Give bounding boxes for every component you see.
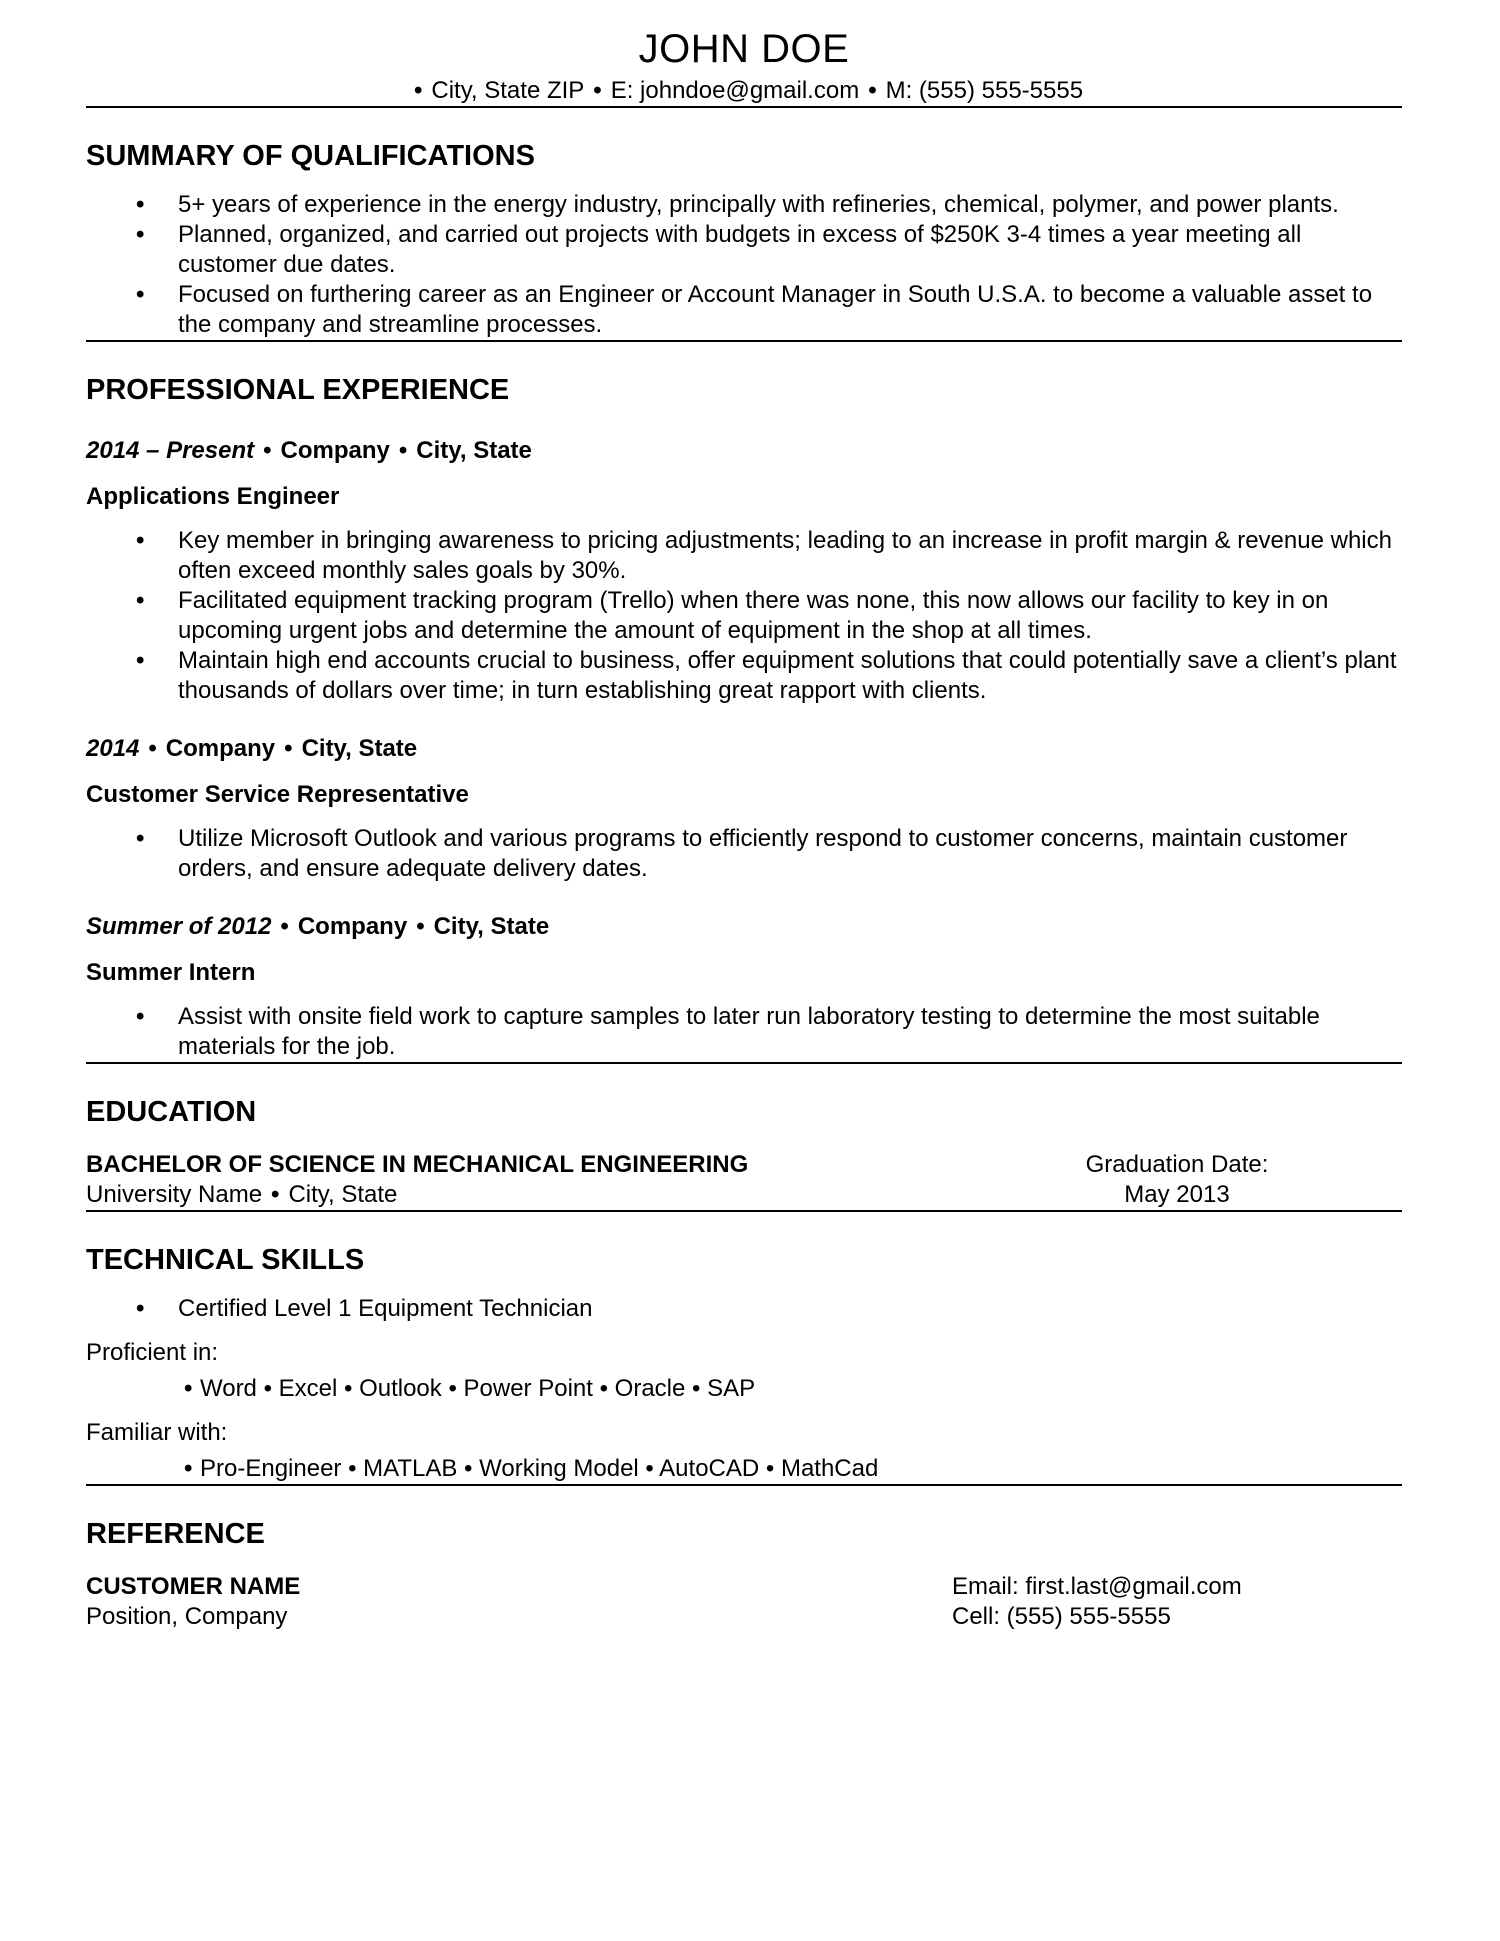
contact-mobile: M: (555) 555-5555 bbox=[885, 77, 1084, 104]
bullet-separator-icon: • bbox=[413, 77, 423, 104]
bullet-separator-icon: • bbox=[868, 77, 877, 104]
certification-item: • Certified Level 1 Equipment Technician bbox=[86, 1294, 1402, 1324]
bullet-separator-icon: • bbox=[398, 437, 408, 464]
proficient-list bbox=[86, 1374, 1402, 1404]
section-divider bbox=[86, 1210, 1402, 1212]
graduation-date-value: May 2013 bbox=[1124, 1181, 1230, 1208]
job-role: Summer Intern bbox=[86, 959, 256, 986]
job-dates: 2014 bbox=[86, 735, 140, 762]
job-bullet-list bbox=[86, 1002, 1402, 1062]
job-bullet: • Key member in bringing awareness to pricing adjustments; leading to an increase in profit margin & revenue which often exceed monthly sales goals by 30%. bbox=[86, 526, 1402, 586]
summary-list bbox=[86, 190, 1402, 340]
job-location: City, State bbox=[433, 913, 550, 940]
university-name: University Name bbox=[86, 1181, 263, 1208]
skills-section-title: TECHNICAL SKILLS bbox=[86, 1244, 365, 1276]
reference-email: Email: first.last@gmail.com bbox=[952, 1573, 1242, 1600]
job-bullet-list bbox=[86, 824, 1402, 884]
summary-section-title: SUMMARY OF QUALIFICATIONS bbox=[86, 140, 535, 172]
education-section-title: EDUCATION bbox=[86, 1096, 257, 1128]
reference-contact bbox=[952, 1572, 1402, 1632]
reference-position: Position, Company bbox=[86, 1603, 288, 1630]
contact-email: E: johndoe@gmail.com bbox=[610, 77, 860, 104]
familiar-list bbox=[86, 1454, 1402, 1484]
candidate-name: JOHN DOE bbox=[638, 27, 850, 71]
graduation-block bbox=[952, 1150, 1402, 1210]
summary-bullet: • Planned, organized, and carried out projects with budgets in excess of $250K 3-4 times a year meeting all customer due dates. bbox=[86, 220, 1402, 280]
bullet-separator-icon: • bbox=[271, 1181, 280, 1208]
familiar-items: • Pro-Engineer • MATLAB • Working Model • AutoCAD • MathCad bbox=[86, 1454, 1402, 1484]
job-role: Customer Service Representative bbox=[86, 781, 469, 808]
job-bullet: • Facilitated equipment tracking program (Trello) when there was none, this now allows our facility to key in on upcoming urgent jobs and determine the amount of equipment in the shop at all times. bbox=[86, 586, 1402, 646]
reference-row bbox=[86, 1572, 1402, 1632]
reference-details bbox=[86, 1572, 300, 1632]
resume-header bbox=[86, 26, 1402, 106]
skills-section bbox=[86, 1242, 1402, 1484]
bullet-separator-icon: • bbox=[280, 913, 289, 940]
section-divider bbox=[86, 1484, 1402, 1486]
reference-section bbox=[86, 1516, 1402, 1632]
reference-section-title: REFERENCE bbox=[86, 1518, 265, 1550]
education-section bbox=[86, 1094, 1402, 1210]
job-heading bbox=[86, 912, 1402, 942]
job-role: Applications Engineer bbox=[86, 483, 340, 510]
section-divider bbox=[86, 340, 1402, 342]
summary-bullet: • Focused on furthering career as an Engineer or Account Manager in South U.S.A. to become a valuable asset to the company and streamline processes. bbox=[86, 280, 1402, 340]
proficient-label: Proficient in: bbox=[86, 1339, 219, 1366]
job-bullet: • Maintain high end accounts crucial to business, offer equipment solutions that could potentially save a client’s plant thousands of dollars over time; in turn establishing great rapport with clients. bbox=[86, 646, 1402, 706]
section-divider bbox=[86, 106, 1402, 108]
reference-cell: Cell: (555) 555-5555 bbox=[952, 1603, 1171, 1630]
experience-section bbox=[86, 372, 1402, 1062]
degree-name: BACHELOR OF SCIENCE IN MECHANICAL ENGINEERING bbox=[86, 1151, 749, 1178]
contact-location: City, State ZIP bbox=[431, 77, 585, 104]
job-dates: 2014 – Present bbox=[86, 437, 255, 464]
job-dates: Summer of 2012 bbox=[86, 913, 272, 940]
job-heading bbox=[86, 734, 1402, 764]
education-details bbox=[86, 1150, 748, 1210]
job-heading bbox=[86, 436, 1402, 466]
job-company: Company bbox=[165, 735, 276, 762]
summary-section bbox=[86, 138, 1402, 340]
job-location: City, State bbox=[301, 735, 418, 762]
job-entry bbox=[86, 436, 1402, 706]
experience-section-title: PROFESSIONAL EXPERIENCE bbox=[86, 374, 510, 406]
job-location: City, State bbox=[416, 437, 532, 464]
reference-name: CUSTOMER NAME bbox=[86, 1573, 301, 1600]
familiar-label: Familiar with: bbox=[86, 1419, 228, 1446]
bullet-separator-icon: • bbox=[416, 913, 425, 940]
section-divider bbox=[86, 1062, 1402, 1064]
university-location: City, State bbox=[288, 1181, 398, 1208]
job-bullet: • Utilize Microsoft Outlook and various programs to efficiently respond to customer concerns, maintain customer orders, and ensure adequate delivery dates. bbox=[86, 824, 1402, 884]
job-entry bbox=[86, 912, 1402, 1062]
job-company: Company bbox=[280, 437, 390, 464]
job-bullet-list bbox=[86, 526, 1402, 706]
job-entry bbox=[86, 734, 1402, 884]
university-line bbox=[86, 1180, 748, 1210]
graduation-date-label: Graduation Date: bbox=[1085, 1151, 1269, 1178]
proficient-items: • Word • Excel • Outlook • Power Point • Oracle • SAP bbox=[86, 1374, 1402, 1404]
job-company: Company bbox=[297, 913, 408, 940]
summary-bullet: • 5+ years of experience in the energy industry, principally with refineries, chemical, polymer, and power plants. bbox=[86, 190, 1402, 220]
job-bullet: • Assist with onsite field work to capture samples to later run laboratory testing to determine the most suitable materials for the job. bbox=[86, 1002, 1402, 1062]
certification-list bbox=[86, 1294, 1402, 1324]
education-row bbox=[86, 1150, 1402, 1210]
bullet-separator-icon: • bbox=[284, 735, 293, 762]
bullet-separator-icon: • bbox=[593, 77, 602, 104]
bullet-separator-icon: • bbox=[148, 735, 157, 762]
contact-line bbox=[86, 76, 1402, 106]
bullet-separator-icon: • bbox=[263, 437, 272, 464]
